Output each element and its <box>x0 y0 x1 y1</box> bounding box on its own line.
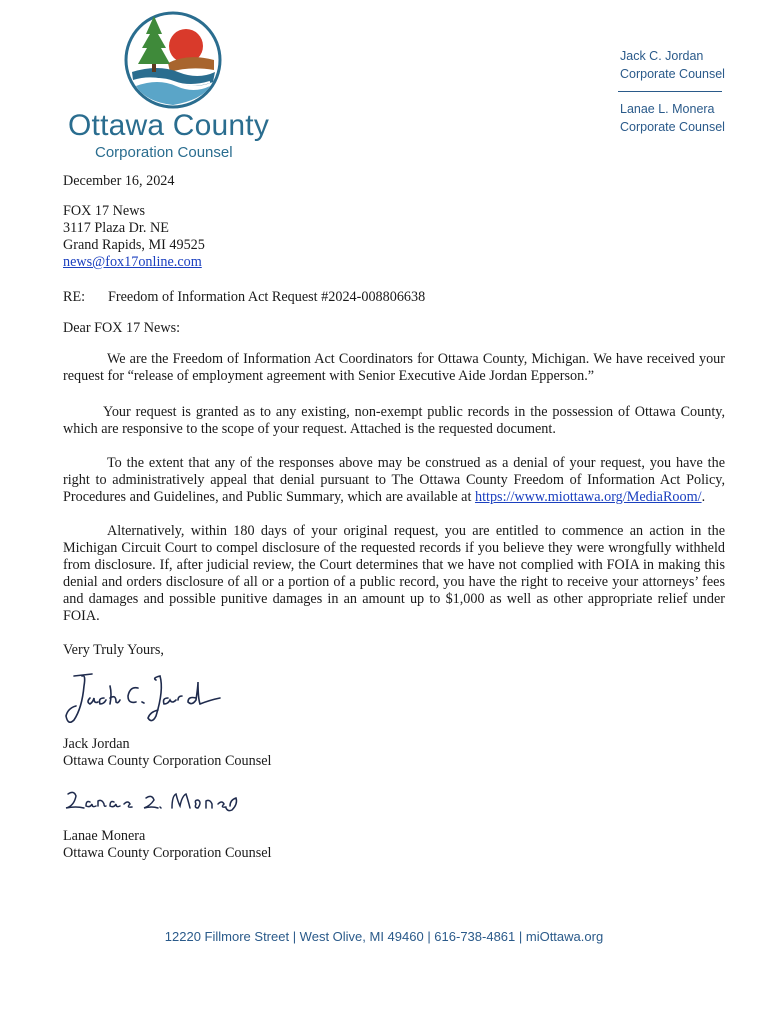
paragraph-1: We are the Freedom of Information Act Coordinators for Ottawa County, Michigan. We have received your request for “release of employment agreement with Senior Executive Aide Jordan Epperson.” <box>63 351 725 384</box>
recipient-city: Grand Rapids, MI 49525 <box>63 237 205 253</box>
ottawa-county-logo <box>118 8 228 112</box>
org-subtitle: Corporation Counsel <box>95 144 233 161</box>
counsel-title: Corporate Counsel <box>620 120 725 134</box>
recipient-street: 3117 Plaza Dr. NE <box>63 220 169 236</box>
signer-name: Jack Jordan <box>63 736 130 752</box>
paragraph-3-end: . <box>701 489 706 505</box>
recipient-address <box>63 203 205 271</box>
counsel-name: Lanae L. Monera <box>620 102 715 116</box>
recipient-email-link[interactable]: news@fox17online.com <box>63 254 202 270</box>
salutation: Dear FOX 17 News: <box>63 320 181 336</box>
paragraph-3-text: To the extent that any of the responses above may be construed as a denial of your request, you have the right to administratively appeal that denial pursuant to The Ottawa County Freedom of Information Act Policy, Procedures and Guidelines, and Public Summary, which are available at <box>63 455 725 505</box>
re-label: RE: <box>63 289 86 305</box>
counsel-title: Corporate Counsel <box>620 67 725 81</box>
signature-jack-jordan <box>60 668 230 730</box>
media-room-link[interactable]: https://www.miottawa.org/MediaRoom/ <box>474 489 702 505</box>
signer-title: Ottawa County Corporation Counsel <box>63 753 272 769</box>
paragraph-2: Your request is granted as to any existing, non-exempt public records in the possession of Ottawa County, which are responsive to the scope of your request. Attached is the requested document. <box>63 404 725 437</box>
letter-date: December 16, 2024 <box>63 173 175 189</box>
signer-block-jordan <box>63 736 271 770</box>
paragraph-4: Alternatively, within 180 days of your original request, you are entitled to commence an action in the Michigan Circuit Court to compel disclosure of the requested records if you believe they were wrongfully withheld from disclosure. If, after judicial review, the Court determines that we have not complied with FOIA in making this denial and orders disclosure of all or a portion of a public record, you have the right to receive your attorneys’ fees and damages and possible punitive damages in an amount up to $1,000 as well as other appropriate relief under FOIA. <box>63 523 725 624</box>
signer-name: Lanae Monera <box>63 828 146 844</box>
counsel-block-monera <box>620 100 725 136</box>
paragraph-3 <box>63 455 725 506</box>
closing: Very Truly Yours, <box>63 642 164 658</box>
re-subject: Freedom of Information Act Request #2024-008806638 <box>108 289 426 305</box>
signature-lanae-monera <box>62 786 242 818</box>
signer-title: Ottawa County Corporation Counsel <box>63 845 272 861</box>
org-name: Ottawa County <box>68 109 270 142</box>
recipient-name: FOX 17 News <box>63 203 145 219</box>
signer-block-monera <box>63 828 271 862</box>
counsel-divider <box>618 91 722 92</box>
footer-address: 12220 Fillmore Street | West Olive, MI 49460 | 616-738-4861 | miOttawa.org <box>164 929 604 944</box>
counsel-name: Jack C. Jordan <box>620 49 704 63</box>
counsel-block-jordan <box>620 47 725 83</box>
